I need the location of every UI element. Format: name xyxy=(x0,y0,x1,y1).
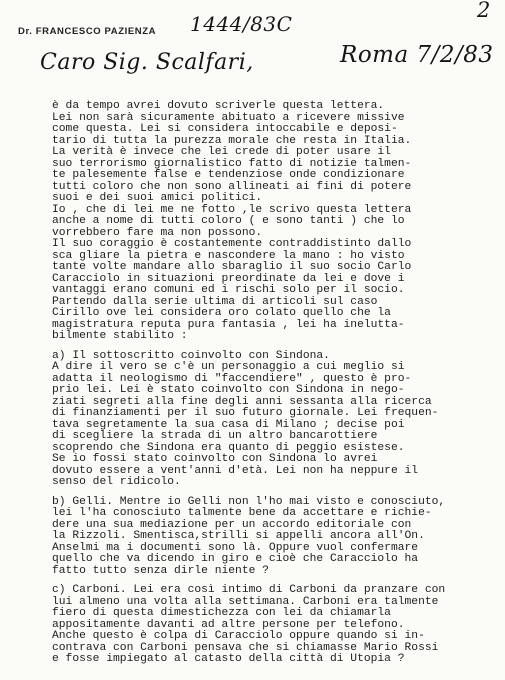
text-line: A dire il vero se c'è un personaggio a cui meglio si xyxy=(52,361,405,373)
text-line: Lei non sarà sicuramente abituato a ricevere missive xyxy=(52,111,405,124)
letterhead: Dr. FRANCESCO PAZIENZA xyxy=(18,26,157,37)
text-line: suo terrorismo giornalistico fatto di notizie talmen- xyxy=(52,157,412,170)
text-line: vantaggi erano comuni ed i rischi solo per il socio. xyxy=(52,284,405,296)
text-line: appositamente davanti ad altre persone per telefono. xyxy=(52,618,405,631)
text-line: Io , che di lei me ne fotto ,le scrivo questa lettera xyxy=(52,203,412,216)
text-line: come questa. Lei si considera intoccabile e deposi- xyxy=(52,123,398,135)
text-line: Partendo dalla serie ultima di articoli sul caso xyxy=(52,295,378,308)
text-line: di finanziamenti per il suo futuro giornale. Lei frequen- xyxy=(52,407,439,419)
text-line: dovuto essere a vent'anni d'età. Lei non ha neppure il xyxy=(52,464,419,477)
handwritten-date: Roma 7/2/83 xyxy=(340,42,494,68)
text-line: dere una sua mediazione per un accordo editoriale con xyxy=(52,518,412,531)
letter-body xyxy=(52,101,492,666)
paragraph xyxy=(52,101,492,343)
text-line: c) Carboni. Lei era così intimo di Carboni da pranzare con xyxy=(52,584,446,596)
text-line: anche a nome di tutti coloro ( e sono tanti ) che lo xyxy=(52,215,405,227)
handwritten-reference: 1444/83C xyxy=(190,12,293,36)
text-line: di scegliere la strada di un altro bancarottiere xyxy=(52,430,378,442)
text-line: scoprendo che Sindona era quanto di peggio esistese. xyxy=(52,441,405,454)
text-line: sca gliare la pietra e nascondere la mano : ho visto xyxy=(52,249,405,262)
text-line: e fosse impiegato al catasto della città di Utopia ? xyxy=(52,653,405,665)
text-line: adatta il neologismo di "faccendiere" , questo è pro- xyxy=(52,372,412,385)
text-line: La verità è invece che lei crede di poter usare il xyxy=(52,146,391,158)
paragraph xyxy=(52,497,492,578)
paragraph xyxy=(52,351,492,489)
text-line: Se io fossi stato coinvolto con Sindona lo avrei xyxy=(52,453,378,465)
text-line: bilmente stabilito : xyxy=(52,330,188,342)
text-line: Il suo coraggio è costantemente contraddistinto dallo xyxy=(52,238,412,250)
text-line: ziati segreti alla fine degli anni sessanta alla ricerca xyxy=(52,395,432,408)
text-line: a) Il sottoscritto coinvolto con Sindona. xyxy=(52,349,330,362)
text-line: tutti coloro che non sono allineati ai fini di potere xyxy=(52,180,412,193)
text-line: Cirillo ove lei considera oro colato quello che la xyxy=(52,307,391,319)
text-line: Anche questo è colpa di Caracciolo oppure quando si in- xyxy=(52,630,425,642)
text-line: lei l'ha conosciuto talmente bene da accettare e richie- xyxy=(52,507,432,519)
text-line: vorrebbero fare ma non possono. xyxy=(52,226,263,239)
handwritten-page-number: 2 xyxy=(477,0,491,22)
text-line: Caracciolo in situazioni preordinate da lei e dove i xyxy=(52,272,405,285)
text-line: senso del ridicolo. xyxy=(52,476,181,488)
text-line: contrava con Carboni pensava che si chiamasse Mario Rossi xyxy=(52,641,439,654)
text-line: fatto tutto senza dirle niente ? xyxy=(52,564,269,577)
text-line: Anselmi ma i documenti sono là. Oppure vuol confermare xyxy=(52,541,419,554)
text-line: b) Gelli. Mentre io Gelli non l'ho mai visto e conosciuto, xyxy=(52,495,446,508)
text-line: prio lei. Lei è stato coinvolto con Sindona in nego- xyxy=(52,384,405,396)
paragraph xyxy=(52,585,492,666)
text-line: quello che va dicendo in giro e cioè che Caracciolo ha xyxy=(52,553,419,565)
text-line: tario di tutta la purezza morale che resta in Italia. xyxy=(52,134,412,147)
text-line: fiero di questa dimestichezza con lei da chiamarla xyxy=(52,607,391,619)
text-line: tava segretamente la sua casa di Milano ; decise poi xyxy=(52,418,405,431)
text-line: magistratura reputa pura fantasia , lei ha inelutta- xyxy=(52,318,405,331)
text-line: te palesemente false e tendenziose onde condizionare xyxy=(52,169,405,181)
text-line: suoi e dei suoi amici politici. xyxy=(52,192,263,204)
text-line: lui almeno una volta alla settimana. Carboni era talmente xyxy=(52,595,439,608)
text-line: è da tempo avrei dovuto scriverle questa lettera. xyxy=(52,100,385,112)
handwritten-salutation: Caro Sig. Scalfari, xyxy=(40,50,254,75)
text-line: tante volte mandare allo sbaraglio il suo socio Carlo xyxy=(52,261,412,273)
text-line: la Rizzoli. Smentisca,strilli si appelli ancora all'On. xyxy=(52,530,425,542)
